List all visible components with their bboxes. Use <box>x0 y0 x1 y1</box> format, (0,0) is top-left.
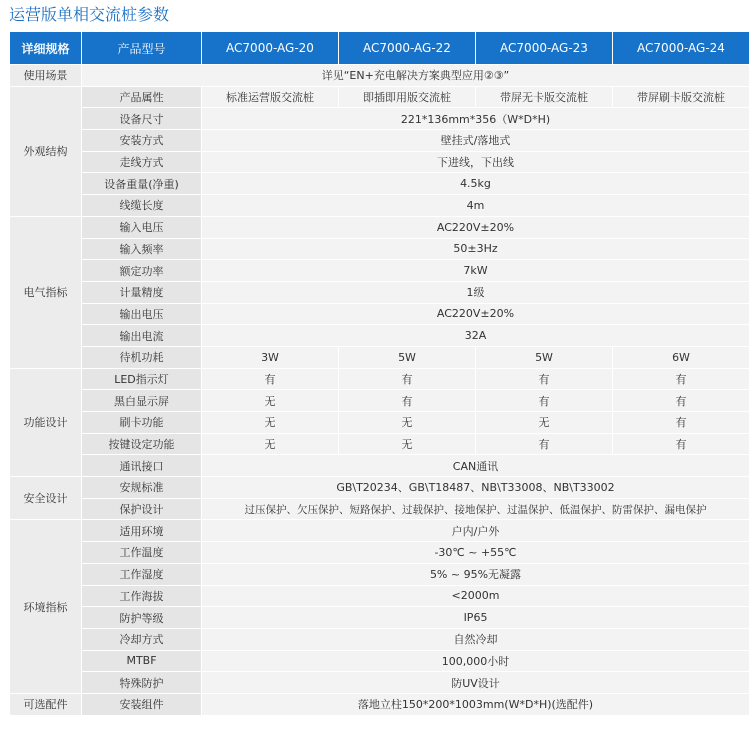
param-label: LED指示灯 <box>82 368 202 390</box>
param-label: 工作湿度 <box>82 563 202 585</box>
category-label: 外观结构 <box>10 86 82 216</box>
spec-value: 无 <box>339 433 476 455</box>
spec-value: 6W <box>613 346 750 368</box>
category-label: 可选配件 <box>10 693 82 715</box>
table-row <box>10 65 750 87</box>
table-row <box>10 238 750 260</box>
param-label: 工作海拔 <box>82 585 202 607</box>
table-row <box>10 412 750 434</box>
spec-value: 有 <box>613 390 750 412</box>
param-label: 通讯接口 <box>82 455 202 477</box>
spec-value: <2000m <box>202 585 750 607</box>
spec-value: 7kW <box>202 260 750 282</box>
spec-value: 5W <box>339 346 476 368</box>
spec-value: 壁挂式/落地式 <box>202 130 750 152</box>
param-label: 输入频率 <box>82 238 202 260</box>
param-label: 黑白显示屏 <box>82 390 202 412</box>
spec-value: 标准运营版交流桩 <box>202 86 339 108</box>
spec-value: 有 <box>613 412 750 434</box>
spec-value: AC220V±20% <box>202 216 750 238</box>
page-title: 运营版单相交流桩参数 <box>9 5 170 24</box>
spec-value: 落地立柱150*200*1003mm(W*D*H)(选配件) <box>202 693 750 715</box>
spec-value: 5% ~ 95%无凝露 <box>202 563 750 585</box>
param-label: 设备重量(净重) <box>82 173 202 195</box>
table-row <box>10 151 750 173</box>
param-label: 安装方式 <box>82 130 202 152</box>
param-label: 设备尺寸 <box>82 108 202 130</box>
spec-value: 有 <box>613 368 750 390</box>
table-row <box>10 86 750 108</box>
table-row <box>10 520 750 542</box>
model-header: 产品型号 <box>82 32 202 65</box>
param-label: 输出电压 <box>82 303 202 325</box>
table-row <box>10 173 750 195</box>
table-row <box>10 108 750 130</box>
param-label: 刷卡功能 <box>82 412 202 434</box>
spec-value: 无 <box>476 412 613 434</box>
param-label: 输入电压 <box>82 216 202 238</box>
table-row <box>10 498 750 520</box>
category-label: 使用场景 <box>10 65 82 87</box>
category-label: 功能设计 <box>10 368 82 476</box>
table-row <box>10 693 750 715</box>
model-name: AC7000-AG-20 <box>202 32 339 65</box>
spec-value: 有 <box>476 368 613 390</box>
table-row <box>10 281 750 303</box>
spec-value: 3W <box>202 346 339 368</box>
table-row <box>10 672 750 694</box>
param-label: 产品属性 <box>82 86 202 108</box>
param-label: 额定功率 <box>82 260 202 282</box>
table-row <box>10 130 750 152</box>
table-row <box>10 346 750 368</box>
table-row <box>10 390 750 412</box>
category-label: 电气指标 <box>10 216 82 368</box>
table-row <box>10 195 750 217</box>
spec-value: 带屏无卡版交流桩 <box>476 86 613 108</box>
spec-value: 1级 <box>202 281 750 303</box>
param-label: 待机功耗 <box>82 346 202 368</box>
param-label: 冷却方式 <box>82 628 202 650</box>
table-row <box>10 303 750 325</box>
spec-value: 带屏刷卡版交流桩 <box>613 86 750 108</box>
param-label: 按键设定功能 <box>82 433 202 455</box>
spec-value: 下进线，下出线 <box>202 151 750 173</box>
table-row <box>10 455 750 477</box>
spec-value: 无 <box>202 390 339 412</box>
param-label: 输出电流 <box>82 325 202 347</box>
spec-value: 即插即用版交流桩 <box>339 86 476 108</box>
header-row <box>10 32 750 65</box>
spec-value: IP65 <box>202 607 750 629</box>
param-label: 保护设计 <box>82 498 202 520</box>
param-label: 特殊防护 <box>82 672 202 694</box>
spec-table <box>9 31 750 716</box>
table-row <box>10 368 750 390</box>
param-label: 线缆长度 <box>82 195 202 217</box>
spec-value: 221*136mm*356（W*D*H) <box>202 108 750 130</box>
spec-value: 5W <box>476 346 613 368</box>
spec-value: 无 <box>202 412 339 434</box>
spec-value: 32A <box>202 325 750 347</box>
table-row <box>10 585 750 607</box>
table-row <box>10 628 750 650</box>
table-row <box>10 607 750 629</box>
param-label: 安规标准 <box>82 477 202 499</box>
spec-value: 4m <box>202 195 750 217</box>
model-name: AC7000-AG-24 <box>613 32 750 65</box>
table-row <box>10 650 750 672</box>
param-label: 防护等级 <box>82 607 202 629</box>
table-row <box>10 563 750 585</box>
table-row <box>10 260 750 282</box>
table-row <box>10 542 750 564</box>
spec-value: 过压保护、欠压保护、短路保护、过载保护、接地保护、过温保护、低温保护、防雷保护、漏电保护 <box>202 498 750 520</box>
spec-value: 50±3Hz <box>202 238 750 260</box>
spec-value: 有 <box>613 433 750 455</box>
spec-value: 无 <box>202 433 339 455</box>
param-label: 安装组件 <box>82 693 202 715</box>
category-label: 安全设计 <box>10 477 82 520</box>
spec-header: 详细规格 <box>10 32 82 65</box>
spec-value: 有 <box>339 390 476 412</box>
spec-value: 防UV设计 <box>202 672 750 694</box>
spec-value: CAN通讯 <box>202 455 750 477</box>
spec-value: 4.5kg <box>202 173 750 195</box>
spec-value: GB\T20234、GB\T18487、NB\T33008、NB\T33002 <box>202 477 750 499</box>
table-row <box>10 477 750 499</box>
param-label: 适用环境 <box>82 520 202 542</box>
spec-value: 有 <box>202 368 339 390</box>
category-label: 环境指标 <box>10 520 82 694</box>
spec-value: 无 <box>339 412 476 434</box>
table-row <box>10 325 750 347</box>
model-name: AC7000-AG-22 <box>339 32 476 65</box>
spec-value: -30℃ ~ +55℃ <box>202 542 750 564</box>
spec-value: 自然冷却 <box>202 628 750 650</box>
table-row <box>10 433 750 455</box>
param-label: 走线方式 <box>82 151 202 173</box>
spec-value: 100,000小时 <box>202 650 750 672</box>
spec-value: 详见“EN+充电解决方案典型应用②③” <box>82 65 750 87</box>
spec-value: 有 <box>339 368 476 390</box>
param-label: 计量精度 <box>82 281 202 303</box>
spec-value: AC220V±20% <box>202 303 750 325</box>
param-label: MTBF <box>82 650 202 672</box>
spec-value: 有 <box>476 433 613 455</box>
spec-value: 有 <box>476 390 613 412</box>
table-row <box>10 216 750 238</box>
param-label: 工作温度 <box>82 542 202 564</box>
spec-value: 户内/户外 <box>202 520 750 542</box>
model-name: AC7000-AG-23 <box>476 32 613 65</box>
